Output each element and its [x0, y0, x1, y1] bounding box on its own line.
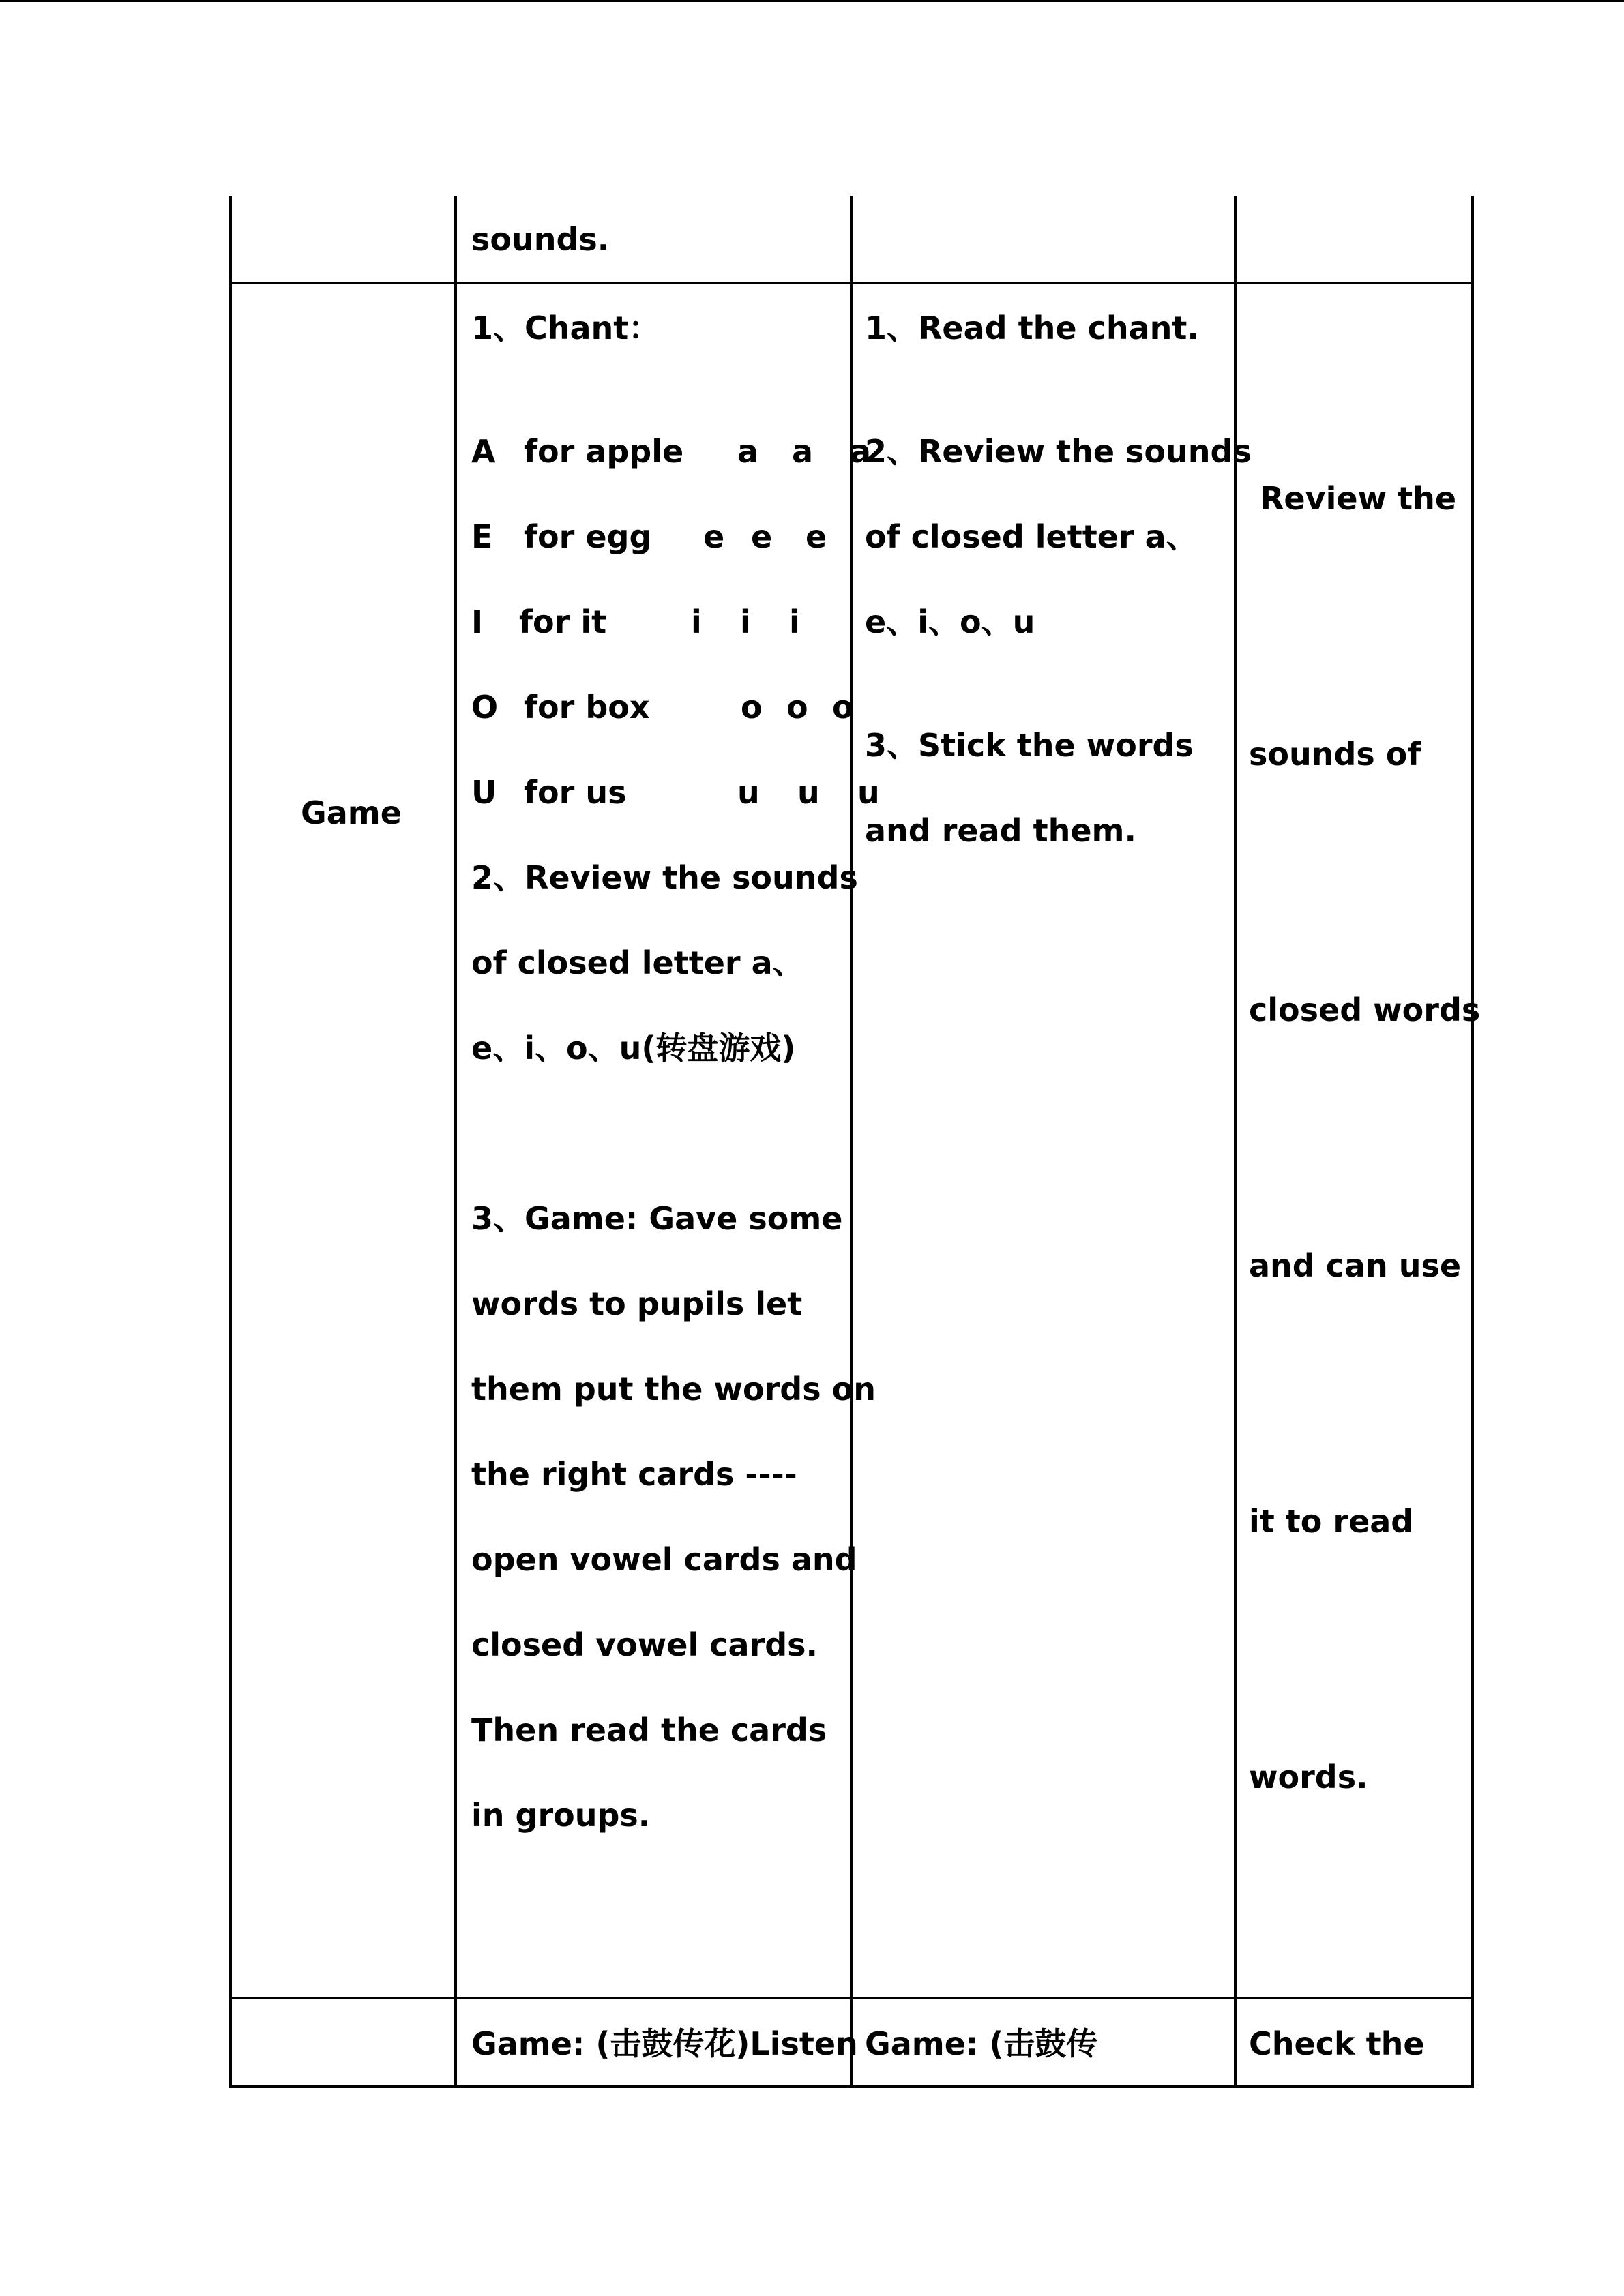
purpose-line-4: and can use: [1249, 1247, 1462, 1284]
table-column-divider-1: [454, 196, 457, 2088]
game-line-3: them put the words on: [471, 1371, 876, 1407]
game-line-5: open vowel cards and: [471, 1541, 857, 1578]
purpose-line-2: sounds of: [1249, 736, 1421, 773]
game-activities-cell: [865, 286, 1252, 874]
lesson-plan-table: [229, 196, 1481, 2088]
table-row-divider-1: [229, 282, 1474, 284]
activity-item-1: 1、Read the chant.: [865, 310, 1199, 346]
activity-item-2-line-2: of closed letter a、: [865, 518, 1198, 555]
chant-line-a: A for apple a a a: [471, 433, 872, 470]
purpose-line-5: it to read: [1249, 1503, 1414, 1540]
prev-row-content-text: sounds.: [471, 221, 610, 258]
game-line-4: the right cards ----: [471, 1456, 797, 1493]
purpose-line-1: Review the: [1249, 480, 1457, 517]
review-line-2: of closed letter a、: [471, 944, 804, 981]
game-content-cell: [471, 286, 880, 1858]
prev-row-content-cell: [471, 197, 609, 282]
activity-item-3-line-2: and read them.: [865, 812, 1136, 849]
chant-line-u: U for us u u u: [471, 774, 880, 811]
game-line-1: 3、Game: Gave some: [471, 1200, 843, 1237]
game-line-8: in groups.: [471, 1797, 651, 1834]
purpose-line-6: words.: [1249, 1759, 1368, 1795]
content-spacer: [471, 1091, 880, 1176]
game-purpose-cell: [1249, 286, 1480, 1991]
game-line-6: closed vowel cards.: [471, 1626, 818, 1663]
chant-line-i: I for it i i i: [471, 603, 800, 640]
next-row-activities-cell: Game: (击鼓传: [865, 2025, 1098, 2062]
review-line-1: 2、Review the sounds: [471, 859, 858, 896]
page-top-rule: [0, 0, 1624, 2]
table-border-left: [229, 196, 232, 2088]
next-row-purpose-cell: Check the: [1249, 2025, 1425, 2062]
game-line-2: words to pupils let: [471, 1285, 803, 1322]
review-line-3: e、i、o、u(转盘游戏): [471, 1030, 796, 1067]
stage-game-label: Game: [301, 794, 402, 831]
activity-item-3-line-1: 3、Stick the words: [865, 727, 1194, 764]
activity-item-2-line-3: e、i、o、u: [865, 603, 1035, 640]
chant-line-e: E for egg e e e: [471, 518, 827, 555]
activity-item-2-line-1: 2、Review the sounds: [865, 433, 1252, 470]
game-line-7: Then read the cards: [471, 1712, 827, 1748]
chant-line-o: O for box o o o: [471, 689, 854, 726]
table-row-divider-2: [229, 1997, 1474, 1999]
purpose-line-3: closed words: [1249, 992, 1481, 1028]
chant-title: 1、Chant：: [471, 310, 660, 346]
next-row-content-cell: Game: (击鼓传花)Listen: [471, 2025, 858, 2062]
